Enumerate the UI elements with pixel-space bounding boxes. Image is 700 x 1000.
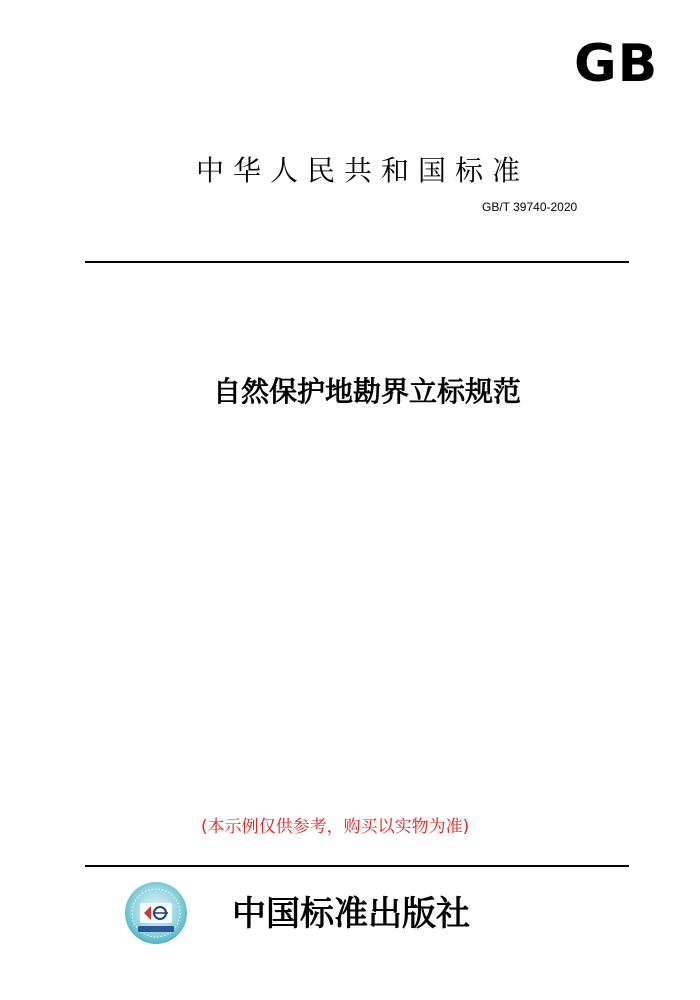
top-divider: [85, 261, 629, 263]
gb-logo: GB: [574, 34, 659, 94]
document-title: 自然保护地勘界立标规范: [212, 375, 521, 408]
sample-notice: (本示例仅供参考，购买以实物为准): [201, 817, 470, 837]
bottom-divider: [85, 865, 629, 867]
publisher-name: 中国标准出版社: [232, 894, 470, 934]
publisher-seal-icon: [124, 881, 188, 945]
standard-number: GB/T 39740-2020: [482, 200, 578, 214]
standard-type-heading: 中华人民共和国标准: [196, 154, 530, 187]
